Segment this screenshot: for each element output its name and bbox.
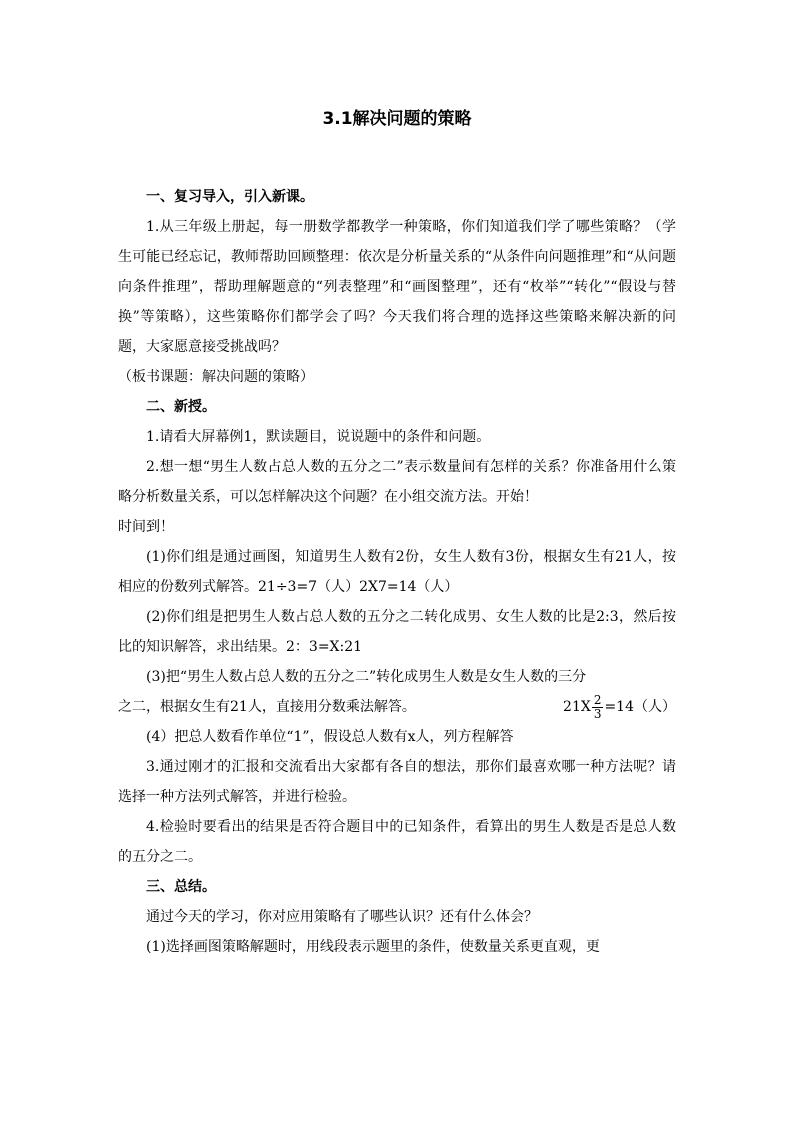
paragraph: 4.检验时要看出的结果是否符合题目中的已知条件，看算出的男生人数是否是总人数的五分之二。 — [118, 819, 676, 865]
paragraph: (1)选择画图策略解题时，用线段表示题里的条件，使数量关系更直观，更 — [146, 939, 600, 955]
section-heading-new-lesson: 二、新授。 — [146, 399, 216, 415]
paragraph: (2)你们组是把男生人数占总人数的五分之二转化成男、女生人数的比是2:3，然后按比的知识解答，求出结果。2：3=X:21 — [118, 609, 676, 655]
paragraph: (3)把“男生人数占总人数的五分之二”转化成男生人数是女生人数的三分 — [146, 669, 587, 685]
paragraph: (4）把总人数看作单位“1”，假设总人数有x人，列方程解答 — [146, 729, 514, 745]
paragraph: 1.请看大屏幕例1，默读题目，说说题中的条件和问题。 — [146, 429, 491, 445]
fraction-formula — [563, 692, 676, 722]
paragraph-with-formula — [118, 692, 676, 722]
fraction-numerator: 2 — [593, 692, 602, 707]
page-title: 3.1解决问题的策略 — [322, 109, 472, 129]
paragraph: （板书课题：解决问题的策略） — [118, 369, 314, 385]
formula-suffix: =14（人） — [604, 699, 676, 715]
paragraph: 2.想一想“男生人数占总人数的五分之二”表示数量间有怎样的关系？你准备用什么策略分析数量关系，可以怎样解决这个问题？在小组交流方法。开始！ — [118, 459, 676, 505]
paragraph-text: 之二，根据女生有21人，直接用分数乘法解答。 — [118, 699, 416, 715]
section-heading-review: 一、复习导入，引入新课。 — [146, 189, 314, 205]
paragraph: 时间到！ — [118, 519, 174, 535]
formula-prefix: 21X — [563, 699, 591, 715]
document-body — [118, 182, 676, 962]
fraction-denominator: 3 — [593, 706, 602, 721]
section-heading-summary: 三、总结。 — [146, 879, 216, 895]
paragraph: 通过今天的学习，你对应用策略有了哪些认识？还有什么体会？ — [146, 909, 538, 925]
paragraph: 3.通过刚才的汇报和交流看出大家都有各自的想法，那你们最喜欢哪一种方法呢？请选择一种方法列式解答，并进行检验。 — [118, 759, 676, 805]
paragraph: (1)你们组是通过画图，知道男生人数有2份，女生人数有3份，根据女生有21人，按相应的份数列式解答。21÷3=7（人）2X7=14（人） — [118, 549, 676, 595]
fraction — [592, 694, 604, 721]
paragraph: 1.从三年级上册起，每一册数学都教学一种策略，你们知道我们学了哪些策略？（学生可能已经忘记，教师帮助回顾整理：依次是分析量关系的“从条件向问题推理”和“从问题向条件推理”，帮助理解题意的“列表整理”和“画图整理”，还有“枚举”“转化”“假设与替换”等策略），这些策略你们都学会了吗？今天我们将合理的选择这些策略来解决新的问题，大家愿意接受挑战吗？ — [118, 219, 676, 355]
